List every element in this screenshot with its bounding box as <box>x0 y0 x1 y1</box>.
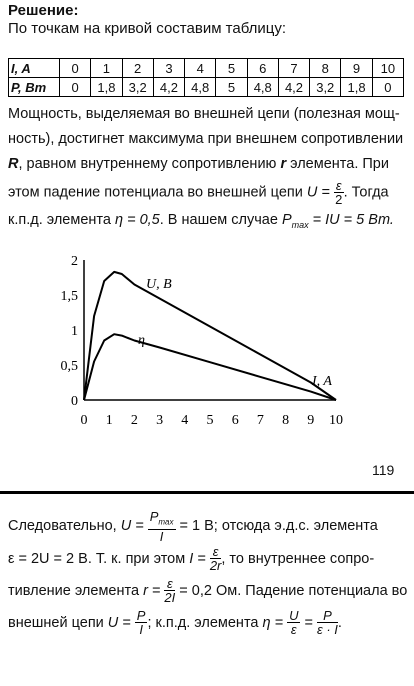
fraction <box>135 609 148 636</box>
formula: I = <box>189 550 206 567</box>
table-cell: 4 <box>185 59 216 78</box>
denominator: 2I <box>164 590 176 606</box>
text: ; к.п.д. элемента <box>147 614 259 631</box>
table-cell: 3,2 <box>310 78 341 97</box>
y-tick-label: 1,5 <box>60 289 78 304</box>
y-tick-label: 2 <box>71 254 78 269</box>
table-cell: 10 <box>372 59 403 78</box>
text-line <box>8 510 408 543</box>
efficiency-curve <box>84 334 336 400</box>
y-tick-labels <box>61 254 79 409</box>
numerator <box>148 510 176 530</box>
table-row-power <box>9 78 404 97</box>
table-cell: 2 <box>122 59 153 78</box>
row-label: I, A <box>9 59 60 78</box>
table-cell: 4,2 <box>153 78 184 97</box>
paragraph-1 <box>8 102 408 238</box>
text: ε = 2U = 2 В. Т. к. при этом <box>8 550 186 567</box>
formula: r = <box>143 582 161 599</box>
x-tick-label: 2 <box>130 413 138 428</box>
text-line <box>8 607 408 639</box>
table-cell: 0 <box>60 59 91 78</box>
fraction <box>317 609 338 636</box>
numerator: ε <box>164 577 175 591</box>
table-cell: 4,8 <box>185 78 216 97</box>
x-tick-label: 5 <box>206 413 214 428</box>
text: . Тогда <box>343 184 389 201</box>
power-chart <box>50 248 360 438</box>
text: этом падение потенциала во внешней цепи <box>8 184 303 201</box>
fraction <box>334 179 344 206</box>
formula: U = <box>306 184 330 201</box>
text: . В нашем случае <box>159 212 278 228</box>
text: тивление элемента <box>8 582 140 599</box>
x-tick-label: 1 <box>105 413 113 428</box>
table-cell: 4,8 <box>247 78 278 97</box>
table-cell: 6 <box>247 59 278 78</box>
subscript: max <box>158 517 174 527</box>
x-tick-labels <box>81 413 344 428</box>
text-line <box>8 208 408 238</box>
formula: U = <box>120 518 144 535</box>
formula: = <box>304 614 313 631</box>
y-tick-label: 0,5 <box>60 359 78 374</box>
text: , то внутреннее сопро- <box>221 550 375 567</box>
x-axis-label: I, A <box>312 374 332 389</box>
numerator: P <box>136 608 146 624</box>
numerator: ε <box>210 545 222 559</box>
fraction <box>164 577 175 604</box>
paragraph-2 <box>8 510 408 639</box>
denominator: ε · I <box>317 622 338 638</box>
table-row-current <box>9 59 404 78</box>
fraction <box>287 609 300 636</box>
numerator: ε <box>335 178 342 193</box>
denominator: 2 <box>335 192 343 207</box>
x-tick-label: 9 <box>307 413 315 428</box>
text-line <box>8 543 408 575</box>
table-cell: 1,8 <box>91 78 122 97</box>
formula: η = 0,5 <box>115 212 160 228</box>
denominator: ε <box>290 622 297 638</box>
table-cell: 5 <box>216 78 247 97</box>
symbol: P <box>149 509 159 524</box>
text: = 0,2 Ом. Падение потенциала во <box>179 582 408 599</box>
x-tick-label: 7 <box>256 413 264 428</box>
text-line: ность), достигнет максимума при внешнем сопротивлении <box>8 131 404 147</box>
symbol: R <box>8 156 19 172</box>
table-cell: 3,2 <box>122 78 153 97</box>
text: к.п.д. элемента <box>8 212 111 228</box>
curves <box>84 272 336 400</box>
x-tick-label: 10 <box>329 413 343 428</box>
page-separator <box>0 491 414 494</box>
fraction <box>210 545 222 572</box>
values-table <box>8 58 404 97</box>
text: = 1 В; отсюда э.д.с. элемента <box>179 518 378 535</box>
solution-heading: Решение: <box>8 2 79 19</box>
formula: U = <box>107 614 131 631</box>
table-cell: 1,8 <box>341 78 372 97</box>
table-cell: 0 <box>372 78 403 97</box>
text: внешней цепи <box>8 614 104 631</box>
x-tick-label: 4 <box>181 413 189 428</box>
formula: η = <box>262 614 284 631</box>
series-label-u: U, В <box>146 277 172 292</box>
denominator: I <box>139 622 143 638</box>
table-cell: 9 <box>341 59 372 78</box>
text-line <box>8 152 408 177</box>
y-tick-label: 0 <box>71 394 78 409</box>
text: Следовательно, <box>8 518 117 535</box>
formula: = IU = 5 Вт. <box>312 212 394 228</box>
numerator: P <box>317 609 338 623</box>
page-number: 119 <box>372 462 395 478</box>
table-cell: 1 <box>91 59 122 78</box>
table-cell: 5 <box>216 59 247 78</box>
x-tick-label: 3 <box>156 413 164 428</box>
fraction <box>148 510 176 543</box>
series-label-eta: η <box>138 333 145 348</box>
row-label: P, Вт <box>9 78 60 97</box>
denominator: 2r <box>209 558 222 574</box>
y-tick-label: 1 <box>71 324 78 339</box>
table-cell: 8 <box>310 59 341 78</box>
numerator: U <box>289 608 299 624</box>
text: , равном внутреннему сопротивлению <box>18 156 277 172</box>
denominator: I <box>159 528 164 544</box>
x-tick-label: 8 <box>282 413 290 428</box>
table-cell: 7 <box>278 59 309 78</box>
text-line <box>8 179 408 206</box>
intro-text: По точкам на кривой составим таблицу: <box>8 20 287 37</box>
x-tick-label: 6 <box>231 413 239 428</box>
table-cell: 0 <box>60 78 91 97</box>
formula: P <box>281 212 292 228</box>
symbol: r <box>280 156 287 172</box>
table-cell: 3 <box>153 59 184 78</box>
table-cell: 4,2 <box>278 78 309 97</box>
text: . <box>337 614 342 631</box>
text-line: Мощность, выделяемая во внешней цепи (полезная мощ- <box>8 106 400 122</box>
x-tick-label: 0 <box>80 413 88 428</box>
subscript: max <box>291 219 309 230</box>
text-line <box>8 575 408 607</box>
text: элемента. При <box>290 156 389 172</box>
